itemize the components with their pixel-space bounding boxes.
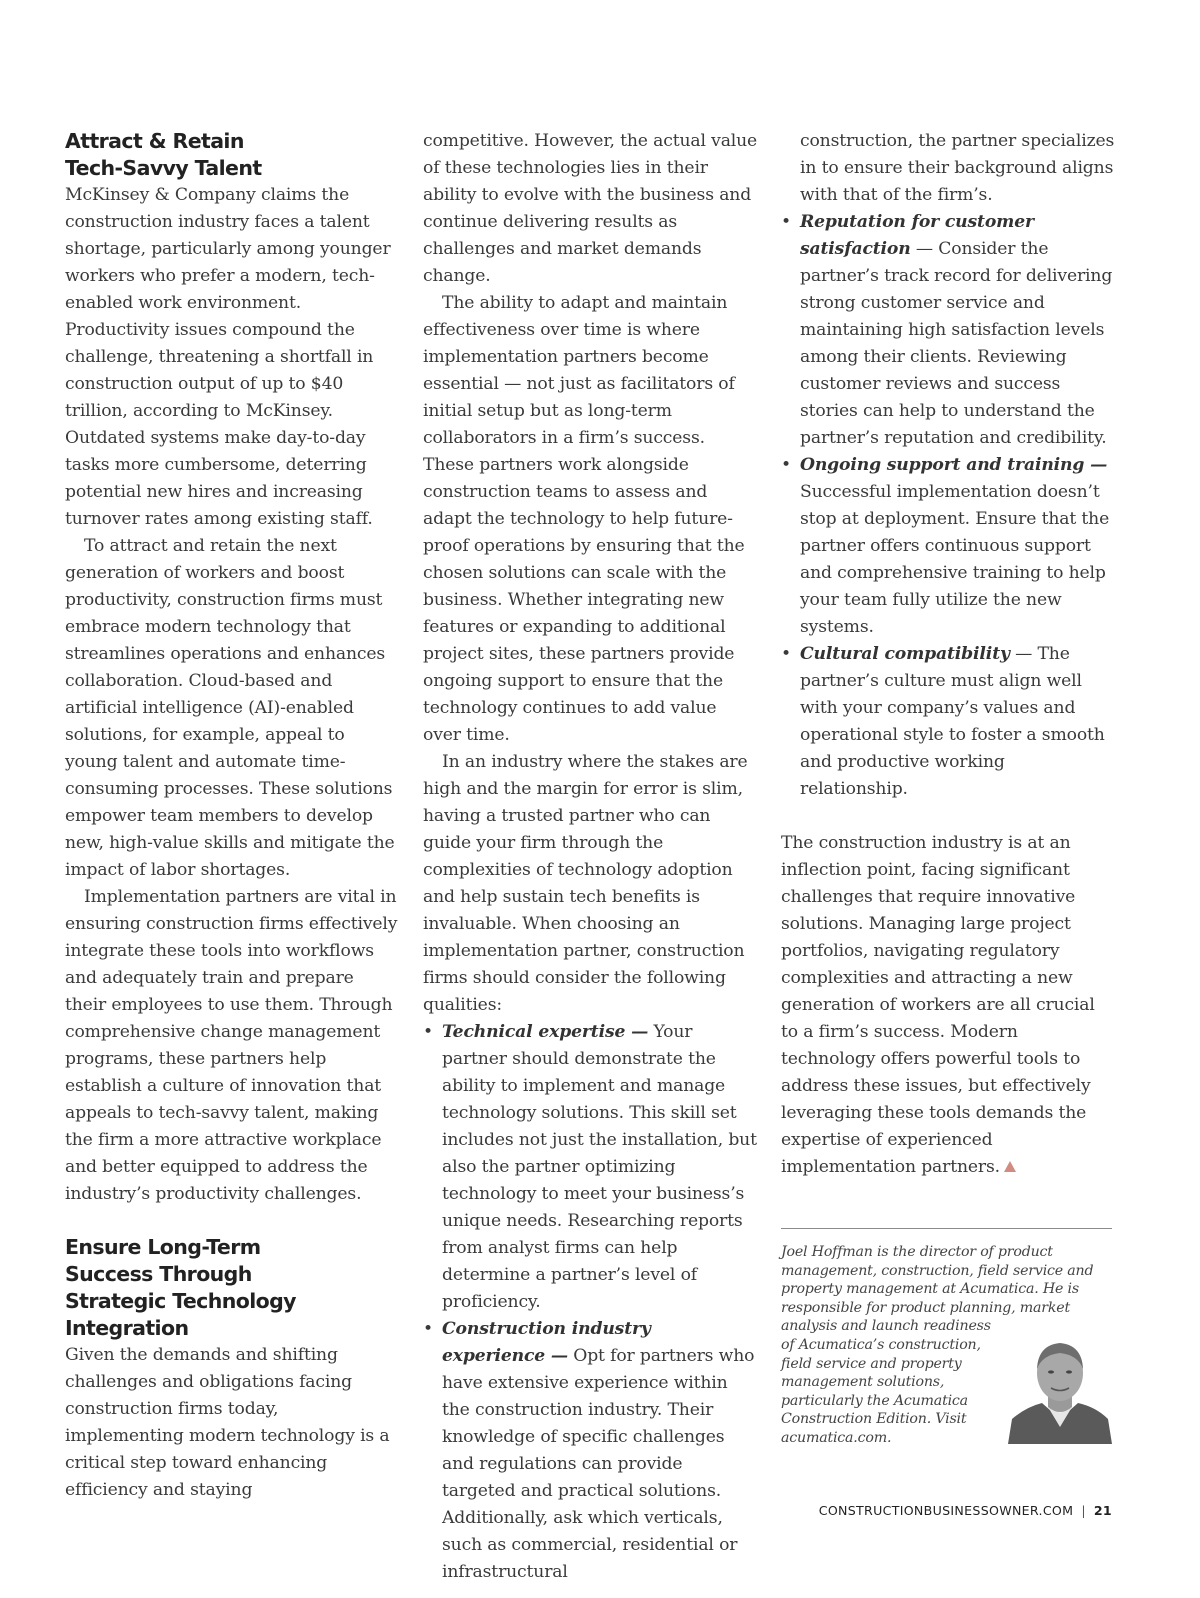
bullet-term: Cultural compatibility bbox=[800, 644, 1010, 664]
list-item bbox=[781, 641, 1116, 803]
qualities-list-continued bbox=[781, 209, 1116, 803]
footer-separator: | bbox=[1081, 1503, 1086, 1518]
column-3 bbox=[781, 128, 1116, 1181]
heading-attract-retain: Attract & Retain Tech-Savvy Talent bbox=[65, 129, 262, 180]
page-footer bbox=[819, 1503, 1112, 1518]
bullet-text: Your partner should demonstrate the ability to implement and manage technology solutions. This skill set includes not just the installation, but also the partner optimizing technology to meet your business’s unique needs. Researching reports from analyst firms can help determine a partner’s level of proficiency. bbox=[442, 1022, 757, 1312]
list-item bbox=[423, 1019, 758, 1316]
bio-text: of Acumatica’s construction, field service and property management solutions, particularly the Acumatica Construction Edition. Visit acumatica.com. bbox=[781, 1336, 981, 1446]
list-item bbox=[423, 1316, 758, 1586]
bullet-term: Reputation for customer satisfaction bbox=[800, 212, 1034, 259]
paragraph: In an industry where the stakes are high and the margin for error is slim, having a trusted partner who can guide your firm through the complexities of technology adoption and help sustain tech benefits is invaluable. When choosing an implementation partner, construction firms should consider the following qualities: bbox=[423, 752, 748, 1015]
bio-divider bbox=[781, 1228, 1112, 1229]
column-1 bbox=[65, 128, 400, 1504]
bullet-text: Successful implementation doesn’t stop at deployment. Ensure that the partner offers continuous support and comprehensive training to help your team fully utilize the new systems. bbox=[800, 482, 1110, 637]
bullet-text: Opt for partners who have extensive experience within the construction industry. Their knowledge of specific challenges and regulations can provide targeted and practical solutions. Additionally, ask which verticals, such as commercial, residential or infrastructural bbox=[442, 1346, 755, 1582]
column-2 bbox=[423, 128, 758, 1586]
bullet-text: — The partner’s culture must align well with your company’s values and operational style to foster a smooth and productive working relationship. bbox=[800, 644, 1105, 799]
list-item bbox=[781, 209, 1116, 452]
bullet-term: Construction industry experience — bbox=[442, 1319, 651, 1366]
bio-text: Joel Hoffman is the director of product management, construction, field service and property management at Acumatica. He is responsible for product planning, market analysis and launch readiness bbox=[781, 1244, 1094, 1335]
footer-site: CONSTRUCTIONBUSINESSOWNER.COM bbox=[818, 1503, 1074, 1518]
qualities-list bbox=[423, 1019, 758, 1586]
paragraph: Implementation partners are vital in ensuring construction firms effectively integrate these tools into workflows and adequately train and prepare their employees to use them. Through comprehensive change management programs, these partners help establish a culture of innovation that appeals to tech-savvy talent, making the firm a more attractive workplace and better equipped to address the industry’s productivity challenges. bbox=[65, 887, 398, 1204]
paragraph: To attract and retain the next generation of workers and boost productivity, construction firms must embrace modern technology that streamlines operations and enhances collaboration. Cloud-based and artificial intelligence (AI)-enabled solutions, for example, appeal to young talent and automate time-consuming processes. These solutions empower team members to develop new, high-value skills and mitigate the impact of labor shortages. bbox=[65, 536, 395, 880]
list-item bbox=[781, 452, 1116, 641]
heading-ensure-long-term: Ensure Long-Term Success Through Strategic Technology Integration bbox=[65, 1235, 296, 1340]
bullet-text: — Consider the partner’s track record for delivering strong customer service and maintaining high satisfaction levels among their clients. Reviewing customer reviews and success stories can help to understand the partner’s reputation and credibility. bbox=[800, 239, 1113, 448]
paragraph: construction, the partner specializes in to ensure their background aligns with that of the firm’s. bbox=[800, 131, 1115, 205]
paragraph: The ability to adapt and maintain effectiveness over time is where implementation partners become essential — not just as facilitators of initial setup but as long-term collaborators in a firm’s success. These partners work alongside construction teams to assess and adapt the technology to help future-proof operations by ensuring that the chosen solutions can scale with the business. Whether integrating new features or expanding to additional project sites, these partners provide ongoing support to ensure that the technology continues to add value over time. bbox=[423, 293, 745, 745]
page-number: 21 bbox=[1093, 1503, 1112, 1518]
closing-text: The construction industry is at an inflection point, facing significant challenges that require innovative solutions. Managing large project portfolios, navigating regulatory complexities and attracting a new generation of workers are all crucial to a firm’s success. Modern technology offers powerful tools to address these issues, but effectively leveraging these tools demands the expertise of experienced implementation partners. bbox=[781, 833, 1095, 1177]
closing-paragraph bbox=[781, 830, 1116, 1181]
bullet-term: Technical expertise — bbox=[442, 1022, 649, 1042]
bullet-term: Ongoing support and training — bbox=[800, 455, 1108, 475]
paragraph: Given the demands and shifting challenges and obligations facing construction firms today, implementing modern technology is a critical step toward enhancing efficiency and staying bbox=[65, 1345, 390, 1500]
paragraph: competitive. However, the actual value of these technologies lies in their ability to evolve with the business and continue delivering results as challenges and market demands change. bbox=[423, 131, 758, 286]
paragraph: McKinsey & Company claims the construction industry faces a talent shortage, particularly among younger workers who prefer a modern, tech-enabled work environment. Productivity issues compound the challenge, threatening a shortfall in construction output of up to $40 trillion, according to McKinsey. Outdated systems make day-to-day tasks more cumbersome, deterring potential new hires and increasing turnover rates among existing staff. bbox=[65, 185, 391, 529]
end-mark-icon bbox=[1004, 1161, 1016, 1172]
author-portrait bbox=[1008, 1333, 1112, 1444]
